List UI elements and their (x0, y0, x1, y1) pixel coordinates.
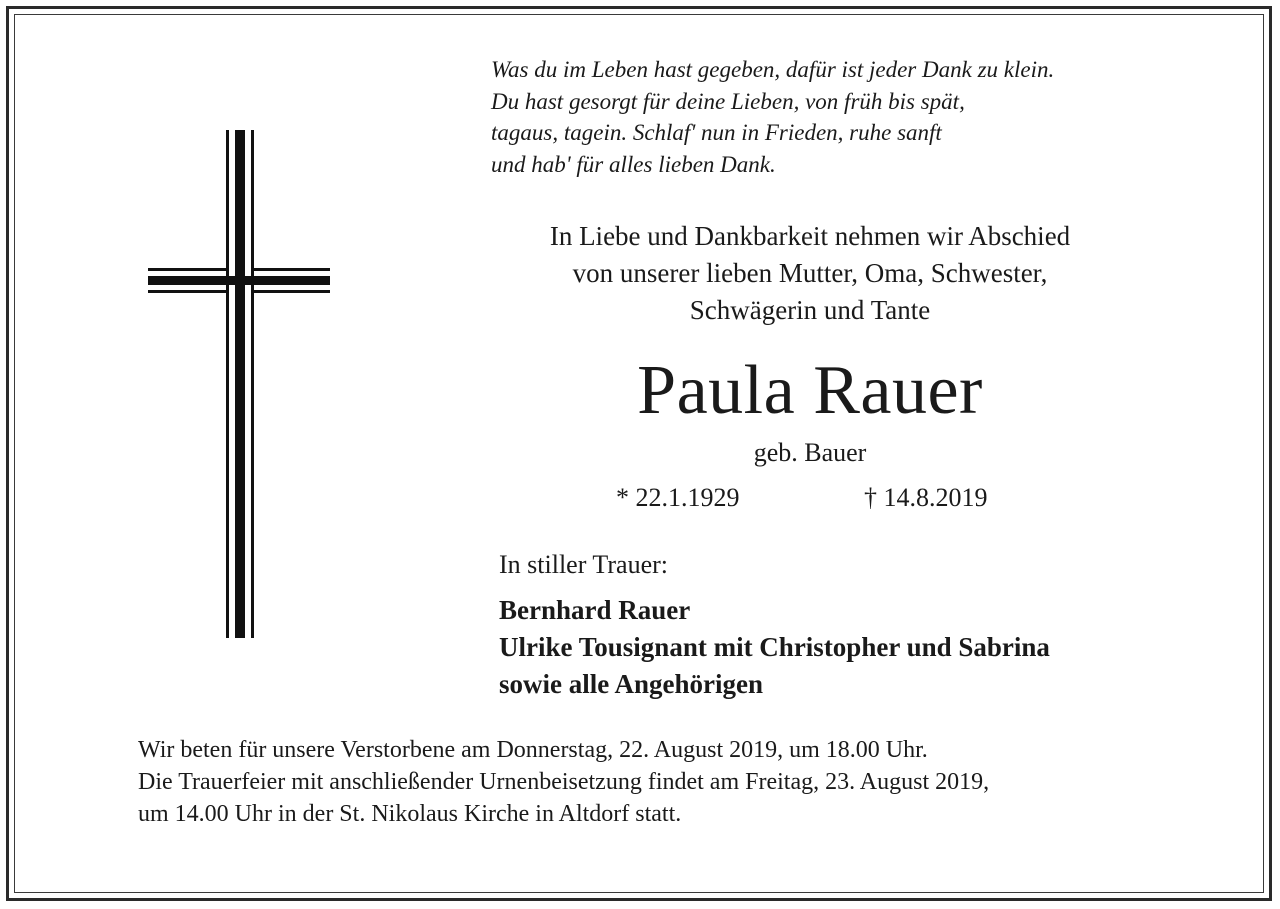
intro-line: In Liebe und Dankbarkeit nehmen wir Abschied (549, 221, 1071, 251)
intro-line: Schwägerin und Tante (689, 295, 931, 325)
poem-line: Du hast gesorgt für deine Lieben, von früh bis spät, (491, 88, 965, 114)
intro-line: von unserer lieben Mutter, Oma, Schwester, (572, 258, 1048, 288)
birth-date: * 22.1.1929 (616, 483, 740, 512)
poem-line: und hab' für alles lieben Dank. (491, 151, 776, 177)
notice-line: Wir beten für unsere Verstorbene am Donnerstag, 22. August 2019, um 18.00 Uhr. (138, 737, 928, 763)
maiden-name: geb. Bauer (753, 438, 867, 467)
mourner-name: Ulrike Tousignant mit Christopher und Sabrina (499, 632, 1050, 662)
farewell-intro (480, 218, 1140, 329)
deceased-name: Paula Rauer (637, 352, 983, 429)
notice-line: Die Trauerfeier mit anschließender Urnenbeisetzung findet am Freitag, 23. August 2019, (138, 769, 990, 795)
poem-line: Was du im Leben hast gegeben, dafür ist jeder Dank zu klein. (491, 57, 1055, 82)
mourning-heading: In stiller Trauer: (499, 550, 668, 579)
mourner-name: Bernhard Rauer (499, 595, 691, 625)
notice-line: um 14.00 Uhr in der St. Nikolaus Kirche in Altdorf statt. (138, 801, 682, 827)
poem (491, 54, 1251, 180)
poem-line: tagaus, tagein. Schlaf' nun in Frieden, ruhe sanft (491, 120, 942, 145)
service-notice (138, 734, 989, 830)
cross-icon (140, 122, 340, 647)
mourners-list (499, 592, 1050, 703)
mourner-name: sowie alle Angehörigen (499, 669, 763, 699)
death-date: † 14.8.2019 (864, 483, 988, 512)
